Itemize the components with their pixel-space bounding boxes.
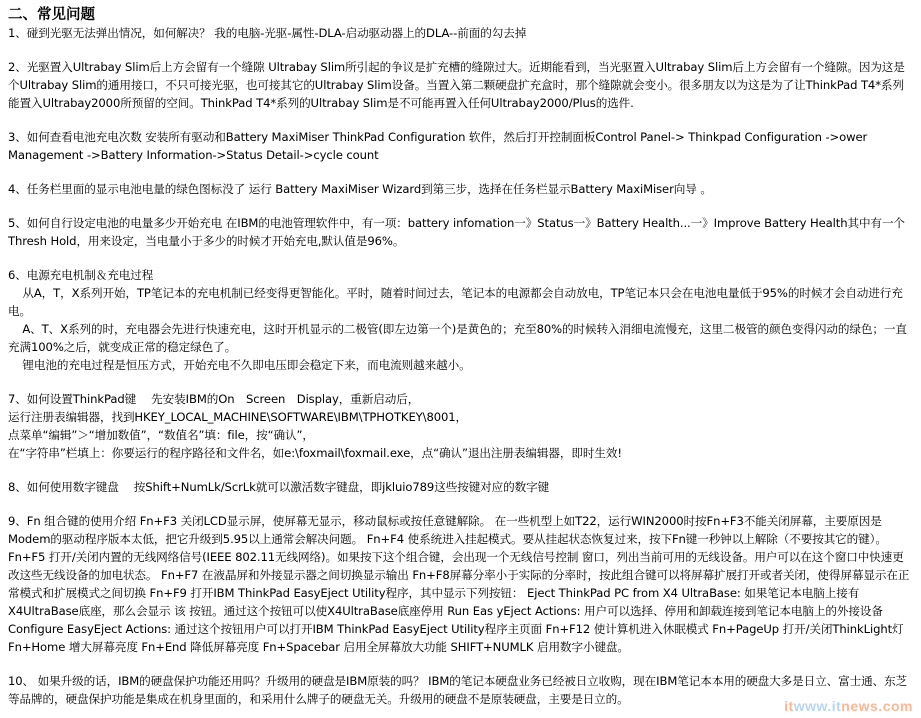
faq-9-text: 9、Fn 组合键的使用介绍 Fn+F3 关闭LCD显示屏，使屏幕无显示，移动鼠标或按任意键解除。 在一些机型上如T22，运行WIN2000时按Fn+F3不能关闭屏幕，主要原因是Modem的驱动程序版本太低，把它升级到5.95以上通常会解决问题。 Fn+F4 使系统进入挂起模式。要从挂起状态恢复过来，按下Fn键一秒钟以上解除（不要按其它的键）。 Fn+F5 打开/关闭内置的无线网络信号(IEEE 802.11无线网络)。如果按下这个组合键，会出现一个无线信号控制 窗口，列出当前可用的无线设备。用户可以在这个窗口中快速更改这些无线设备的加电状态。 Fn+F7 在液晶屏和外接显示器之间切换显示输出 Fn+F8屏幕分率小于实际的分率时，按此组合键可以将屏幕扩展打开或者关闭，使得屏幕显示在正常模式和扩展模式之间切换 Fn+F9 打开IBM ThinkPad EasyEject Utility程序，其中显示下列按钮： Eject ThinkPad PC from X4 UltraBase: 如果笔记本电脑上接有X4UltraBase底座，那么会显示 该 按钮。通过这个按钮可以使X4UltraBase底座停用 Run Eas yEject Actions: 用户可以选择、停用和卸载连接到笔记本电脑上的外接设备 Configure EasyEject Actions: 通过这个按钮用户可以打开IBM ThinkPad EasyEject Utility程序主页面 Fn+F12 使计算机进入休眠模式 Fn+PageUp 打开/关闭ThinkLight灯 Fn+Home 增大屏幕亮度 Fn+End 降低屏幕亮度 Fn+Spacebar 启用全屏幕放大功能 SHIFT+NUMLK 启用数字小键盘。: [8, 514, 910, 654]
faq-7-line-4: 在“字符串”栏填上：你要运行的程序路径和文件名，如e:\foxmail\foxmail.exe，点“确认”退出注册表编辑器，即时生效!: [8, 446, 622, 460]
faq-7-line-2: 运行注册表编辑器，找到HKEY_LOCAL_MACHINE\SOFTWARE\IBM\TPHOTKEY\8001，: [8, 410, 468, 424]
faq-1-text: 1、碰到光驱无法弹出情况，如何解决？ 我的电脑-光驱-属性-DLA-启动驱动器上的DLA--前面的勾去掉: [8, 26, 527, 40]
faq-8-text: 8、如何使用数字键盘 按Shift+NumLk/ScrLk就可以激活数字键盘，即jkluio789这些按键对应的数字键: [8, 480, 550, 494]
faq-6-heading: 6、电源充电机制＆充电过程: [8, 268, 154, 282]
faq-item-6: [8, 266, 913, 374]
faq-5-text: 5、如何自行设定电池的电量多少开始充电 在IBM的电池管理软件中，有一项：battery infomation一》Status一》Battery Health...一》Improve Battery Health其中有一个Thresh Hold，用来设定，当电量小于多少的时候才开始充电,默认值是96%。: [8, 216, 905, 248]
faq-item-3: [8, 128, 913, 164]
faq-6-para-2: A、T、X系列的时，充电器会先进行快速充电，这时开机显示的二极管(即左边第一个)是黄色的；充至80%的时候转入涓细电流慢充，这里二极管的颜色变得闪动的绿色；一直充满100%之后，就变成正常的稳定绿色了。: [8, 322, 907, 354]
faq-item-5: [8, 214, 913, 250]
section-title: 二、常见问题: [8, 7, 95, 23]
faq-item-8: [8, 478, 913, 496]
faq-3-text: 3、如何查看电池充电次数 安装所有驱动和Battery MaxiMiser ThinkPad Configuration 软件，然后打开控制面板Control Panel-> Thinkpad Configuration ->ower Management ->Battery Information->Status Detail->cycle count: [8, 130, 868, 162]
faq-6-para-3: 锂电池的充电过程是恒压方式，开始充电不久即电压即会稳定下来，而电流则越来越小。: [8, 358, 471, 372]
faq-4-text: 4、任务栏里面的显示电池电量的绿色图标没了 运行 Battery MaxiMiser Wizard到第三步，选择在任务栏显示Battery MaxiMiser向导 。: [8, 182, 712, 196]
faq-item-9: [8, 512, 913, 656]
faq-2-text: 2、光驱置入Ultrabay Slim后上方会留有一个缝隙 Ultrabay Slim所引起的争议是扩充槽的缝隙过大。近期能看到，当光驱置入Ultrabay Slim后上方会留有一个缝隙。因为这是个Ultrabay Slim的通用接口，不只可接光驱，也可接其它的Ultrabay Slim设备。当置入第二颗硬盘扩充盒时，那个缝隙就会变小。很多朋友以为这是为了让ThinkPad T4*系列能置入Ultrabay2000所预留的空间。ThinkPad T4*系列的Ultrabay Slim是不可能再置入任何Ultrabay2000/Plus的选件.: [8, 60, 905, 110]
faq-item-1: [8, 24, 913, 42]
faq-item-7: [8, 390, 913, 462]
faq-6-para-1: 从A，T，X系列开始，TP笔记本的充电机制已经变得更智能化。平时，随着时间过去，笔记本的电源都会自动放电，TP笔记本只会在电池电量低于95%的时候才会自动进行充电。: [8, 286, 903, 318]
faq-item-4: [8, 180, 913, 198]
faq-7-line-3: 点菜单“编辑”＞“增加数值”，“数值名”填：file，按“确认”，: [8, 428, 314, 442]
faq-10-text: 10、 如果升级的话，IBM的硬盘保护功能还用吗？升级用的硬盘是IBM原装的吗？ IBM的笔记本硬盘业务已经被日立收购，现在IBM笔记本本用的硬盘大多是日立、富士通、东芝等品牌的，硬盘保护功能是集成在机身里面的，和采用什么牌子的硬盘无关。升级用的硬盘不是原装硬盘，主要是日立的。: [8, 674, 908, 706]
faq-7-heading: 7、如何设置ThinkPad键 先安装IBM的On Screen Display，重新启动后，: [8, 392, 420, 406]
document-body: [8, 6, 913, 708]
faq-item-2: [8, 58, 913, 112]
faq-item-10: [8, 672, 913, 708]
site-watermark-logo: itwww.itnews.com: [784, 698, 913, 714]
